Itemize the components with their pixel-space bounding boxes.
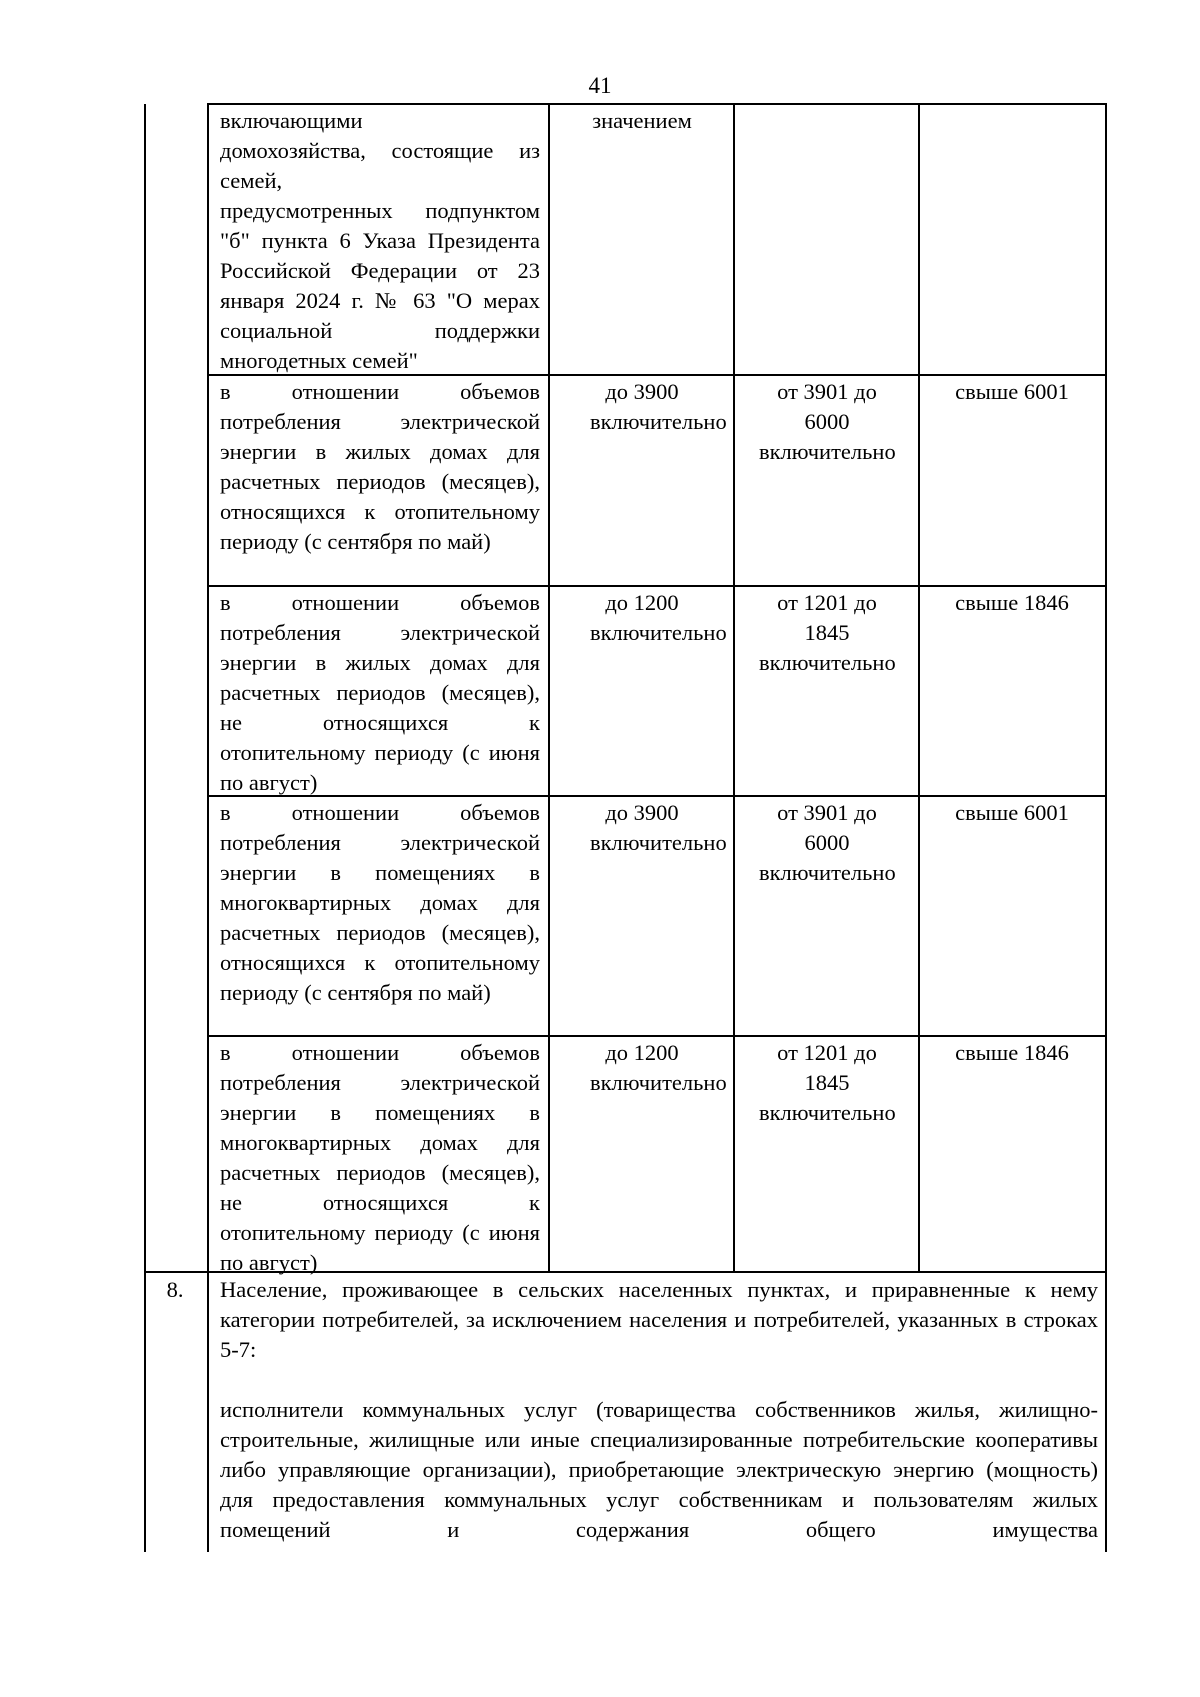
range-high: свыше 6001 <box>955 379 1069 404</box>
row-divider-4 <box>207 1035 1107 1037</box>
col2-divider <box>548 104 550 1272</box>
desc-line: домохозяйства, состоящие из <box>220 138 540 163</box>
desc-line: включающими <box>220 108 363 133</box>
right-border <box>1105 104 1107 1552</box>
row8-paragraph-2: исполнители коммунальных услуг (товарищества собственников жилья, жилищно-строительные, жилищные или иные специализированные потребительские кооперативы либо управляющие организации), приобретающие электрическую энергию (мощность) для предоставления коммунальных услуг собственникам и пользователям жилых помещений и содержания общего имущества <box>220 1397 1098 1542</box>
page-number: 41 <box>588 73 612 98</box>
desc-line: предусмотренных подпунктом <box>220 198 540 223</box>
desc-line: многодетных семей" <box>220 348 418 373</box>
desc-line: Российской Федерации от 23 <box>220 258 540 283</box>
desc-line: января 2024 г. № 63 "О мерах <box>220 288 540 313</box>
desc-line: социальной поддержки <box>220 318 540 343</box>
range-high: свыше 6001 <box>955 800 1069 825</box>
range-mid: от 1201 до 1845 включительно <box>759 1040 896 1125</box>
desc-line: семей, <box>220 168 283 193</box>
continuation-desc <box>220 106 540 376</box>
top-border <box>207 103 1107 105</box>
continuation-col2: значением <box>592 108 692 133</box>
range-low: до 3900 включительно <box>590 379 727 434</box>
row-number: 8. <box>166 1277 184 1302</box>
range-high: свыше 1846 <box>955 590 1069 615</box>
range-high: свыше 1846 <box>955 1040 1069 1065</box>
desc-line: "б" пункта 6 Указа Президента <box>220 228 540 253</box>
row-divider-2 <box>207 585 1107 587</box>
range-mid: от 1201 до 1845 включительно <box>759 590 896 675</box>
row-description: в отношении объемов потребления электрической энергии в жилых домах для расчетных периодов (месяцев), не относящихся к отопительному периоду (с июня по август) <box>220 590 540 795</box>
range-low: до 1200 включительно <box>590 1040 727 1095</box>
row-description: в отношении объемов потребления электрической энергии в жилых домах для расчетных периодов (месяцев), относящихся к отопительному периоду (с сентября по май) <box>220 379 540 554</box>
num-col-divider <box>207 104 209 1552</box>
col4-divider <box>918 104 920 1272</box>
row-description: в отношении объемов потребления электрической энергии в помещениях в многоквартирных домах для расчетных периодов (месяцев), не относящихся к отопительному периоду (с июня по август) <box>220 1040 540 1275</box>
col3-divider <box>733 104 735 1272</box>
row-description: в отношении объемов потребления электрической энергии в помещениях в многоквартирных домах для расчетных периодов (месяцев), относящихся к отопительному периоду (с сентября по май) <box>220 800 540 1005</box>
range-low: до 1200 включительно <box>590 590 727 645</box>
row8-paragraph-1: Население, проживающее в сельских населенных пунктах, и приравненные к нему категории потребителей, за исключением населения и потребителей, указанных в строках 5-7: <box>220 1277 1098 1362</box>
range-low: до 3900 включительно <box>590 800 727 855</box>
left-border <box>144 104 146 1552</box>
range-mid: от 3901 до 6000 включительно <box>759 379 896 464</box>
range-mid: от 3901 до 6000 включительно <box>759 800 896 885</box>
